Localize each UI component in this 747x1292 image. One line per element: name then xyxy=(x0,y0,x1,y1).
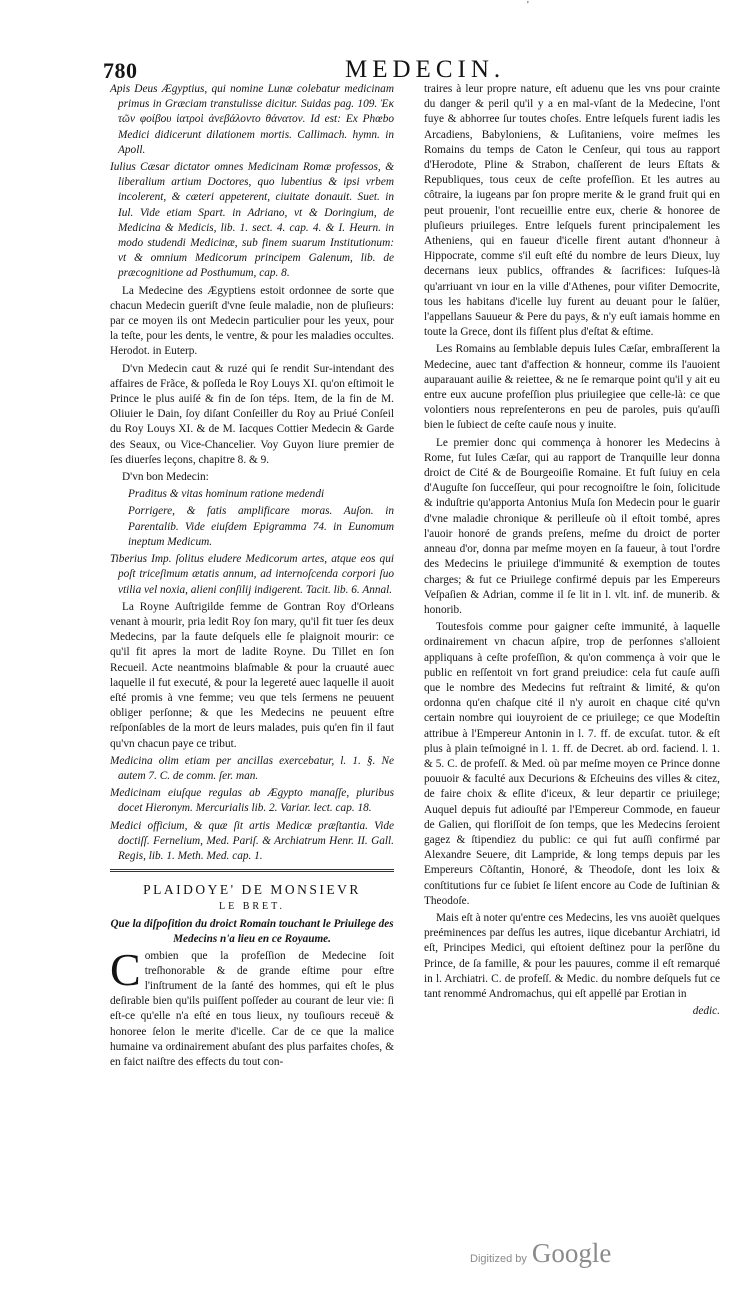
verse-line-2: Porrigere, & fatis amplificare moras. Auſon. in Parentalib. Vide eiuſdem Epigramma 74. in Eunomum ineptum Medicum. xyxy=(128,505,394,548)
paragraph-archiatri: Mais eſt à noter qu'entre ces Medecins, les vns auoiẽt quelques preéminences par deſſus les autres, iique dicebantur Archiatri, id eſt, Principes Medici, qui eſtoient deſtinez pour la perſõne du Prince, de ſa famille, & pour les pauures, comme il eſt remarqué in l. Archiatri. C. de profeſſ. & Medic. du nombre deſquels fut ce tant renommé Andromachus, qui eſt appellé par Erotian in xyxy=(424,911,720,1000)
paragraph-medecin-caut: D'vn Medecin caut & ruzé qui ſe rendit Sur-intendant des affaires de Frãce, & poſſeda le Roy Louys XI. qu'on eſtimoit le Prince le plus auiſé & fin de ſon téps. Item, de la fin de M. Oliuier le Dain, ſoy diſant Conſeiller du Roy au Priué Conſeil du Roy Louys XI. & de M. Iacques Cottier Medecin & Garde des Seaux, ou Vice-Chancelier. Voy Guyon liure premier de ſes diuerſes leçons, chapitre 8. & 9. xyxy=(110,362,394,466)
plaidoye-author: LE BRET. xyxy=(218,901,286,913)
opening-text: ombien que la profeſſion de Medecine ſoit treſhonorable & de grande eſtime pour eſtre l'inſtrument de la ſanté des hommes, qui eſt le plus deſirable bien qu'ils puiſſent poſſeder au courant de leur vie: ſi eſt-ce qu'elle n'a eſté en tous lieux, ny touſiours receuë & honoree ſelon le merite d'icelle. Car de ce que la malice humaine va ordinairement abuſant des plus parfaites choſes, & en faict naiſtre des effects du tout con- xyxy=(110,949,394,1068)
paragraph-austrigilde: La Royne Auſtrigilde femme de Gontran Roy d'Orleans venant à mourir, pria ledit Roy ſon mary, qu'il fit tuer ſes deux Medecins, par la faute deſquels elle ſe plaignoit mourir: ce qu'il fit apres la mort de ladite Royne. Du Tillet en ſon Recueil. Acte neantmoins blaſmable & pour la cruauté auec laquelle il fut executé, & pour la legereté auec laquelle il auoit eſté promis à vne femme; veu que tels ſermens ne peuuent obliger perſonne; & que les Medecins ne peuuent eſtre reſponſables de la mort de leurs malades, puis qu'en fin il faut qu'vn chacun paye ce tribut. xyxy=(110,600,394,750)
latin-note-apis: Apis Deus Ægyptius, qui nomine Lunæ colebatur medicinam primus in Græciam transtulisse dicitur. Suidas pag. 109. Ἐκ τῶν φοίβου ἰατροὶ ἀνεβάλοντο θάνατον. Id est: Ex Phœbo Medici didicerunt dilationem mortis. Callimach. hymn. in Apoll. xyxy=(110,83,394,156)
section-rule-top xyxy=(110,869,394,870)
latin-note-officium: Medici officium, & quæ ſit artis Medicæ præſtantia. Vide doctiſſ. Fernelium, Med. Pariſ. & Archiatrum Henr. II. Gall. Regis, lib. 1. Meth. Med. cap. 1. xyxy=(110,819,394,862)
page-number: 780 xyxy=(103,58,138,83)
catchword: dedic. xyxy=(692,1005,720,1018)
section-rule-bottom xyxy=(110,871,394,872)
running-title: MEDECIN. xyxy=(345,56,506,83)
plaidoye-summary: Que la diſpoſition du droict Romain touchant le Priuilege des Medecins n'a lieu en ce Royaume. xyxy=(110,917,394,945)
plaidoye-opening xyxy=(110,943,394,1071)
right-column xyxy=(424,82,720,1021)
google-logo: Google xyxy=(531,1238,612,1268)
left-column xyxy=(110,82,394,1072)
google-watermark xyxy=(470,1238,611,1269)
watermark-prefix: Digitized by xyxy=(470,1253,527,1265)
paragraph-continuation: traires à leur propre nature, eſt aduenu que les vns pour crainte du danger & peril qu'il y a en mal-vſant de la Medecine, l'ont fuye & abhorree ſur toutes choſes. Entre leſquels furent iadis les Arcadiens, Babyloniens, & Luſitaniens, voire meſmes les Romains du temps de Caton le Cenſeur, qui tous au rapport d'Herodote, Pline & Strabon, chaſſerent de leurs Eſtats & Republiques, tous ceux de ceſte profeſſion. Et les autres au côtraire, la iugeans par ſon propre merite & le grand fruit qui en peut prouenir, l'ont recueillie entre eux, cherie & honoree de pluſieurs priuileges. Entre leſquels furent principalement les Atheniens, qui en faueur d'icelle firent autant d'honneur à Hippocrate, comme s'il euſt eſté du nombre de leurs Dieux, luy decernans ieux publics, offrandes & ſacrifices: Iuſques-là qu'arriuant vn iour en la ville d'Athenes, pour viſiter Democrite, tous les habitans d'icelle luy furent au deuant pour le ſalüer, l'appellans Sauueur & Pere du pays, & n'y euſt iamais homme en toute la Grece, dont ils fiſſent plus d'eſtat & eſtime. xyxy=(424,83,720,339)
verse-line-1: Praditus & vitas hominum ratione medendi xyxy=(128,488,325,501)
plaidoye-title: PLAIDOYE' DE MONSIEVR xyxy=(143,882,361,898)
paragraph-bon-medecin: D'vn bon Medecin: xyxy=(122,471,209,484)
top-mark: ' xyxy=(527,0,529,11)
latin-note-tiberius: Tiberius Imp. ſolitus eludere Medicorum artes, atque eos qui poſt triceſimum ætatis annum, ad internoſcenda corpori ſuo vtilia vel noxia, alieni conſilij indigerent. Tacit. lib. 6. Annal. xyxy=(110,553,394,596)
latin-note-aegypto: Medicinam eiuſque regulas ab Ægypto manaſſe, pluribus docet Hieronym. Mercurialis lib. 2. Variar. lect. cap. 18. xyxy=(110,787,394,815)
latin-note-ancillas: Medicina olim etiam per ancillas exercebatur, l. 1. §. Ne autem 7. C. de comm. ſer. man. xyxy=(110,754,394,782)
latin-note-iulius: Iulius Cæsar dictator omnes Medicinam Romæ professos, & liberalium artium Doctores, quo lubentius & ipsi vrbem incolerent, & cæteri appeterent, ciuitate donauit. Suet. in Iul. Vide etiam Spart. in Adriano, vt & Doringium, de Medicina & Medicis, lib. 1. sect. 4. cap. 4. & I. Heurn. in modo studendi Medicinæ, sub finem suarum Institutionum: vt & omnium Medicorum principem Galenum, lib. de præcognitione ad Posthumum, cap. 8. xyxy=(110,161,394,280)
paragraph-romains: Les Romains au ſemblable depuis Iules Cæſar, embraſſerent la Medecine, auec tant d'affection & honneur, comme ils l'auoient auparauant auilie & reiettee, & ne ſe remarque point qu'il y ait eu entre eux aucune profeſſion plus priuilegiee que celle-là: ce que volontiers nous repreſenterons en peu de paroles, puis qu'auſſi bien le ſubiect de ceſte cauſe nous y inuite. xyxy=(424,343,720,432)
paragraph-toutesfois: Toutesfois comme pour gaigner ceſte immunité, à laquelle ordinairement vn chacun aſpire, trop de perſonnes s'alloient appliquans à ceſte profeſſion, & qu'on commença à voir que le public en reſſentoit vn fort grand preiudice: cela fut cauſe auſſi que le nombre des Medecins fut reſtraint & limité, & qu'on ordonna qu'en chaſque cité il n'y auroit en chaque cité qu'vn certain nombre qui iouyroient de ce priuilege; ce que Modeſtin attribue à l'Empereur Antonin in l. 7. ff. de excuſat. tutor. & eſt plus à plain teſmoigné in l. 1. ff. de Decret. ab ord. faciend. l. 1. & 5. C. de profeſſ. & Med. où par meſme moyen ce Prince donne pouuoir & faculté aux Decurions & Eſcheuins des villes & citez, de faire choix & eſlite d'iceux, & leur departir ce priuilege; Auquel depuis fut adiouſté par l'Empereur Commode, en faueur de Galien, qui floriſſoit de ſon temps, que les Medecins ſeroient gagez & ſtipendiez du public: ce qui fut auſſi confirmé par Alexandre Seuere, dit Lampride, & long temps depuis par les Empereurs Cõſtantin, Honoré, & Theodoſe, dont les loix & conſtitutions fur ce ſubiet ſe liſent encore au Code de Iuſtinian & Theodoſe. xyxy=(424,621,720,907)
paragraph-premier: Le premier donc qui commença à honorer les Medecins à Rome, fut Iules Cæſar, qui au rapport de Tranquille leur donna droict de Cité & de Bourgeoiſie Romaine. Et fuſt ſuiuy en cela d'Auguſte ſon ſucceſſeur, qui pour recognoiſtre le ſoin, ſolicitude & induſtrie qu'apporta Antonius Muſa ſon Medecin pour le guarir d'vne maladie chronique & perilleuſe où il eſtoit tombé, apres l'auoir honoré de grands preſens, meſme du droict de porter anneau d'or, donna par meſme moyen en ſa faueur, à tout l'ordre des Medecins le priuilege d'immunité & exemption de toutes charges; & fut ce Priuilege confirmé depuis par les Empereurs Veſpaſien & Adrian, comme il ſe lit in l. vlt. inf. de munerib. & honorib. xyxy=(424,436,720,616)
paragraph-egyptiens: La Medecine des Ægyptiens estoit ordonnee de sorte que chacun Medecin gueriſt d'vne ſeule maladie, non de pluſieurs: par ce moyen ils ont Medecin particulier pour les yeux, pour la teſte, pour les dents, le ventre, & pour les maladies occultes. Herodot. in Euterp. xyxy=(110,284,394,358)
drop-cap: C xyxy=(110,943,141,995)
